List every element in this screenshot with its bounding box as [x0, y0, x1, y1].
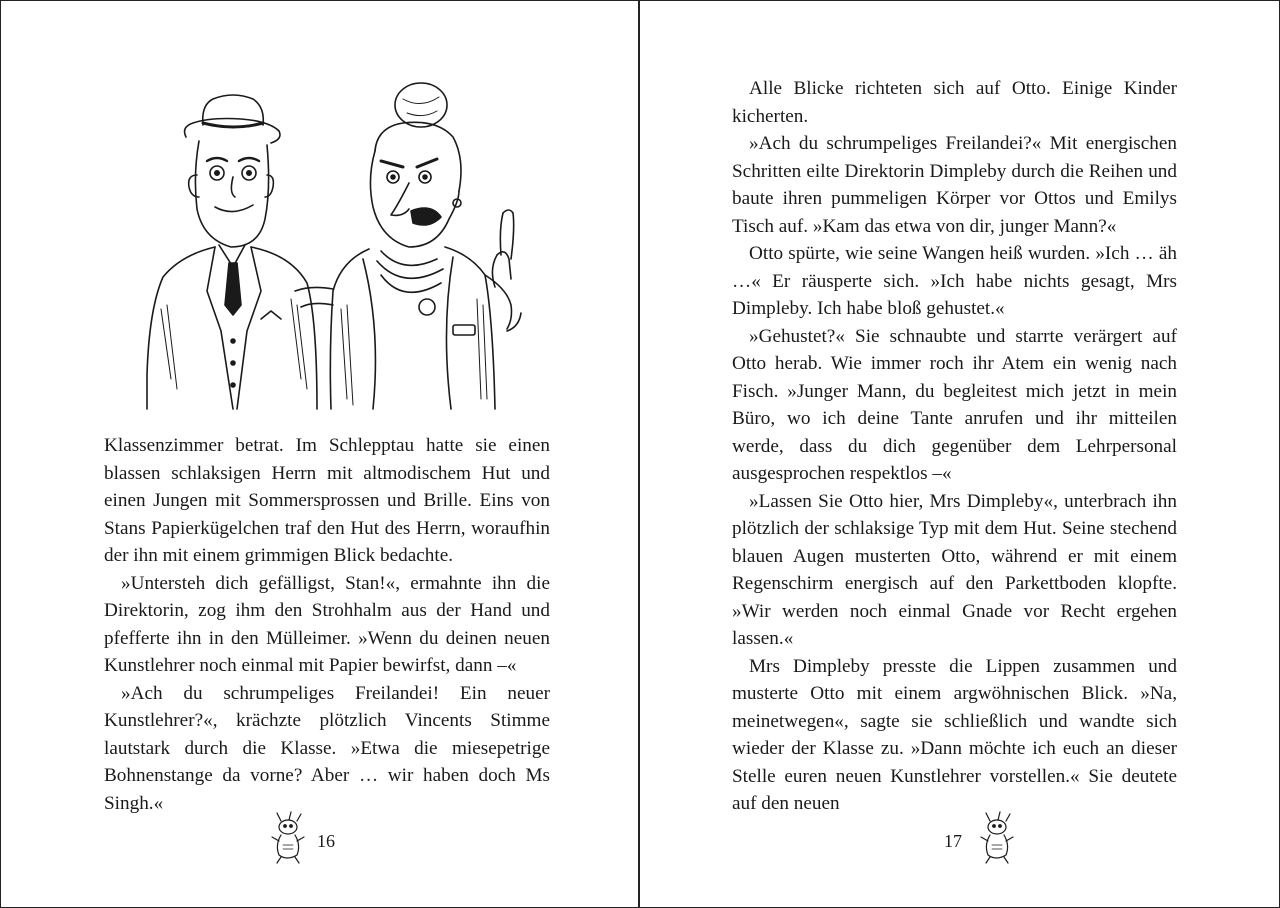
- paragraph: »Ach du schrumpeliges Freilandei! Ein neuer Kunstlehrer?«, krächzte plötzlich Vincents Stimme lautstark durch die Klasse. »Etwa die miesepetrige Bohnenstange da vorne? Aber … wir haben doch Ms Singh.«: [104, 682, 550, 814]
- man-and-woman-illustration: [141, 79, 536, 417]
- left-page: [0, 0, 639, 908]
- paragraph: »Gehustet?« Sie schnaubte und starrte verärgert auf Otto herab. Wie immer roch ihr Atem ein wenig nach Fisch. »Junger Mann, du begleitest mich jetzt in mein Büro, wo ich deine Tante anrufen und ihr mitteilen werde, dass du dich gegenüber dem Lehrpersonal ausgesprochen respektlos –«: [732, 325, 1177, 484]
- paragraph: Klassenzimmer betrat. Im Schlepptau hatte sie einen blassen schlaksigen Herrn mit altmodischem Hut und einen Jungen mit Sommersprossen und Brille. Eins von Stans Papierkügelchen traf den Hut des Herrn, woraufhin der ihn mit einem grimmigen Blick bedachte.: [104, 435, 550, 566]
- right-page: [640, 0, 1280, 908]
- paragraph: Mrs Dimpleby presste die Lippen zusammen und musterte Otto mit einem argwöhnischen Blick. »Na, meinetwegen«, sagte sie schließlich und wandte sich wieder der Klasse zu. »Dann möchte ich euch an dieser Stelle euren neuen Kunstlehrer vorstellen.« Sie deutete auf den neuen: [732, 655, 1177, 814]
- paragraph: Alle Blicke richteten sich auf Otto. Einige Kinder kicherten.: [732, 78, 1177, 127]
- dragon-mascot-icon: [269, 811, 307, 865]
- paragraph: »Lassen Sie Otto hier, Mrs Dimpleby«, unterbrach ihn plötzlich der schlaksige Typ mit dem Hut. Seine stechend blauen Augen musterten Otto, während er mit einem Regenschirm energisch auf den Parkettboden klopfte. »Wir werden noch einmal Gnade vor Recht ergehen lassen.«: [732, 490, 1177, 649]
- right-page-text: [732, 75, 1177, 818]
- page-number: 16: [317, 831, 335, 851]
- paragraph: »Ach du schrumpeliges Freilandei?« Mit energischen Schritten eilte Direktorin Dimpleby durch die Reihen und baute ihren pummeligen Körper vor Ottos und Emilys Tisch auf. »Kam das etwa von dir, junger Mann?«: [732, 133, 1177, 237]
- left-page-text: [104, 432, 550, 817]
- page-number: 17: [944, 831, 962, 851]
- paragraph: »Untersteh dich gefälligst, Stan!«, ermahnte ihn die Direktorin, zog ihm den Strohhalm aus der Hand und pfefferte ihn in den Mülleimer. »Wenn du deinen neuen Kunstlehrer noch einmal mit Papier bewirfst, dann –«: [104, 572, 550, 676]
- paragraph: Otto spürte, wie seine Wangen heiß wurden. »Ich … äh …« Er räusperte sich. »Ich habe nichts gesagt, Mrs Dimpleby. Ich habe bloß gehustet.«: [732, 243, 1177, 319]
- dragon-mascot-icon: [978, 811, 1016, 865]
